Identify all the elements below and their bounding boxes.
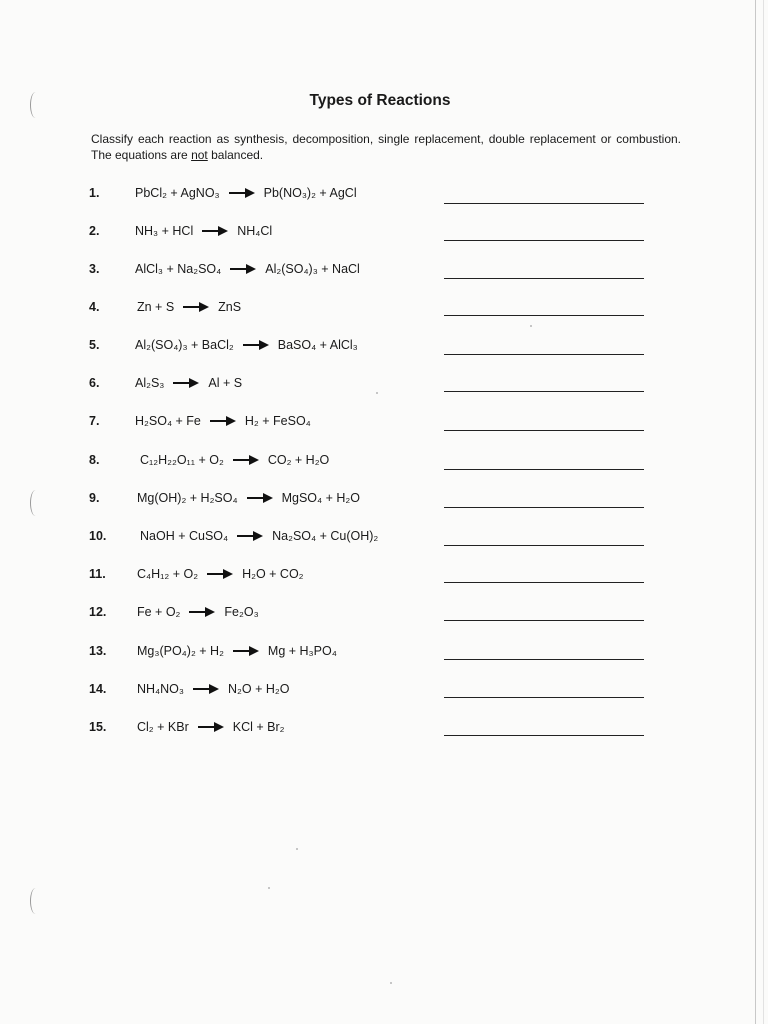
reaction-equation <box>135 186 357 200</box>
reactants: Al₂S₃ <box>135 376 165 390</box>
reaction-equation <box>137 300 241 314</box>
products: Na₂SO₄ + Cu(OH)₂ <box>272 529 379 543</box>
products: Al + S <box>208 376 243 390</box>
arrow-right-icon <box>247 493 273 503</box>
punch-hole-mark <box>30 888 41 914</box>
reaction-row <box>0 529 768 549</box>
arrow-right-icon <box>183 302 209 312</box>
reactants: Fe + O₂ <box>137 605 181 619</box>
products: Fe₂O₃ <box>224 605 259 619</box>
reaction-number: 6. <box>89 376 100 390</box>
reaction-equation <box>135 338 358 352</box>
products: H₂ + FeSO₄ <box>244 414 311 428</box>
reaction-row <box>0 414 768 434</box>
reaction-equation <box>137 605 259 619</box>
answer-blank[interactable] <box>444 240 644 241</box>
products: ZnS <box>218 300 242 314</box>
reaction-number: 1. <box>89 186 100 200</box>
answer-blank[interactable] <box>444 430 644 431</box>
answer-blank[interactable] <box>444 582 644 583</box>
scan-speck <box>530 325 532 327</box>
arrow-right-icon <box>202 226 228 236</box>
products: N₂O + H₂O <box>228 682 290 696</box>
answer-blank[interactable] <box>444 354 644 355</box>
products: Mg + H₃PO₄ <box>267 644 337 658</box>
arrow-right-icon <box>189 607 215 617</box>
products: CO₂ + H₂O <box>267 453 330 467</box>
reactants: NH₃ + HCl <box>135 224 194 238</box>
reactants: NaOH + CuSO₄ <box>140 529 229 543</box>
reaction-number: 14. <box>89 682 107 696</box>
reaction-equation <box>135 224 272 238</box>
reaction-number: 11. <box>89 567 106 581</box>
reactants: Al₂(SO₄)₃ + BaCl₂ <box>135 338 234 352</box>
arrow-right-icon <box>243 340 269 350</box>
reaction-equation <box>135 376 242 390</box>
answer-blank[interactable] <box>444 315 644 316</box>
reactants: NH₄NO₃ <box>137 682 184 696</box>
reaction-number: 7. <box>89 414 100 428</box>
instructions <box>91 131 681 163</box>
reaction-equation <box>140 529 378 543</box>
reaction-row <box>0 720 768 740</box>
reactants: Cl₂ + KBr <box>137 720 189 734</box>
reactants: Mg(OH)₂ + H₂SO₄ <box>137 491 238 505</box>
reaction-equation <box>140 453 329 467</box>
reaction-equation <box>137 567 304 581</box>
products: MgSO₄ + H₂O <box>281 491 360 505</box>
answer-blank[interactable] <box>444 620 644 621</box>
reaction-row <box>0 491 768 511</box>
reaction-row <box>0 682 768 702</box>
reaction-row <box>0 567 768 587</box>
arrow-right-icon <box>173 378 199 388</box>
scan-speck <box>268 887 270 889</box>
arrow-right-icon <box>198 722 224 732</box>
answer-blank[interactable] <box>444 391 644 392</box>
reaction-equation <box>137 720 285 734</box>
reaction-number: 9. <box>89 491 100 505</box>
reaction-row <box>0 644 768 664</box>
reactants: Zn + S <box>137 300 175 314</box>
reaction-number: 8. <box>89 453 100 467</box>
reaction-number: 4. <box>89 300 100 314</box>
reaction-number: 2. <box>89 224 100 238</box>
arrow-right-icon <box>207 569 233 579</box>
arrow-right-icon <box>233 646 259 656</box>
reaction-row <box>0 376 768 396</box>
reactants: AlCl₃ + Na₂SO₄ <box>135 262 222 276</box>
products: BaSO₄ + AlCl₃ <box>277 338 358 352</box>
page-edge-line <box>755 0 756 1024</box>
arrow-right-icon <box>210 416 236 426</box>
instructions-text-end: balanced. <box>207 148 264 162</box>
reaction-equation <box>135 414 311 428</box>
answer-blank[interactable] <box>444 507 644 508</box>
arrow-right-icon <box>233 455 259 465</box>
reaction-number: 13. <box>89 644 107 658</box>
reactants: PbCl₂ + AgNO₃ <box>135 186 220 200</box>
answer-blank[interactable] <box>444 735 644 736</box>
reaction-number: 5. <box>89 338 100 352</box>
arrow-right-icon <box>229 188 255 198</box>
answer-blank[interactable] <box>444 203 644 204</box>
reaction-number: 15. <box>89 720 107 734</box>
arrow-right-icon <box>193 684 219 694</box>
instructions-text: Classify each reaction as synthesis, decomposition, single replacement, double replacement or combustion. The equations are <box>91 132 681 162</box>
arrow-right-icon <box>237 531 263 541</box>
products: NH₄Cl <box>237 224 273 238</box>
reaction-equation <box>137 491 360 505</box>
reaction-equation <box>135 262 360 276</box>
scan-speck <box>296 848 298 850</box>
answer-blank[interactable] <box>444 469 644 470</box>
reactants: C₁₂H₂₂O₁₁ + O₂ <box>140 453 224 467</box>
reaction-equation <box>137 644 337 658</box>
arrow-right-icon <box>230 264 256 274</box>
reaction-row <box>0 186 768 206</box>
reactants: H₂SO₄ + Fe <box>135 414 201 428</box>
products: Pb(NO₃)₂ + AgCl <box>263 186 357 200</box>
reaction-row <box>0 224 768 244</box>
reactants: Mg₃(PO₄)₂ + H₂ <box>137 644 224 658</box>
products: H₂O + CO₂ <box>242 567 304 581</box>
reaction-row <box>0 338 768 358</box>
reaction-number: 3. <box>89 262 100 276</box>
answer-blank[interactable] <box>444 697 644 698</box>
scan-speck <box>390 982 392 984</box>
reactants: C₄H₁₂ + O₂ <box>137 567 199 581</box>
reaction-row <box>0 300 768 320</box>
products: Al₂(SO₄)₃ + NaCl <box>265 262 360 276</box>
reaction-row <box>0 453 768 473</box>
instructions-emphasis: not <box>191 148 208 162</box>
answer-blank[interactable] <box>444 278 644 279</box>
reaction-equation <box>137 682 289 696</box>
products: KCl + Br₂ <box>232 720 285 734</box>
worksheet-title: Types of Reactions <box>309 92 451 109</box>
reaction-row <box>0 262 768 282</box>
reaction-number: 10. <box>89 529 107 543</box>
answer-blank[interactable] <box>444 659 644 660</box>
answer-blank[interactable] <box>444 545 644 546</box>
reaction-row <box>0 605 768 625</box>
page-edge-line <box>763 0 764 1024</box>
reaction-number: 12. <box>89 605 107 619</box>
